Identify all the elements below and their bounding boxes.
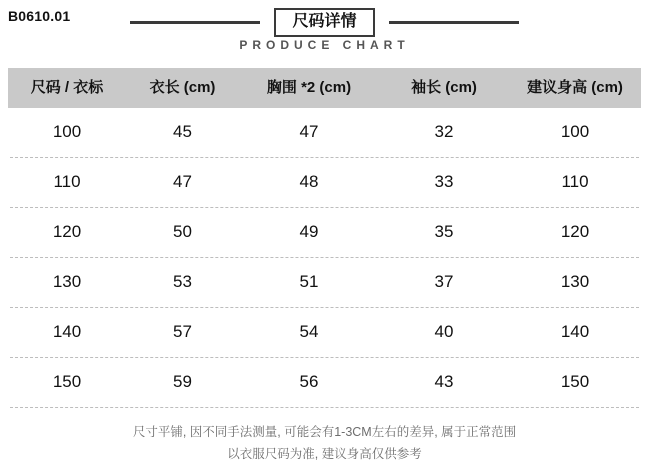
title-banner (0, 8, 649, 37)
cell-height: 130 (560, 272, 590, 292)
cell-size: 140 (52, 322, 82, 342)
cell-sleeve: 35 (434, 222, 454, 242)
footer-line-1: 尺寸平铺, 因不同手法测量, 可能会有1-3CM左右的差异, 属于正常范围 (132, 425, 517, 439)
table-row (8, 308, 641, 357)
cell-size: 100 (52, 122, 82, 142)
column-header-bust: 胸围 *2 (cm) (266, 79, 352, 96)
rule-right (389, 21, 519, 24)
cell-height: 150 (560, 372, 590, 392)
cell-bust: 51 (299, 272, 319, 292)
cell-sleeve: 43 (434, 372, 454, 392)
page-header (0, 0, 649, 62)
column-header-height: 建议身高 (cm) (527, 79, 623, 96)
column-header-size: 尺码 / 衣标 (30, 79, 104, 96)
cell-size: 110 (53, 172, 81, 192)
cell-length: 45 (173, 122, 192, 142)
table-row (8, 108, 641, 157)
cell-height: 110 (561, 172, 589, 192)
cell-length: 47 (173, 172, 192, 192)
cell-bust: 54 (299, 322, 319, 342)
cell-length: 50 (173, 222, 192, 242)
cell-size: 150 (52, 372, 82, 392)
table-row (8, 258, 641, 307)
cell-size: 130 (52, 272, 82, 292)
cell-length: 57 (173, 322, 192, 342)
column-header-sleeve: 袖长 (cm) (411, 79, 477, 96)
table-header-row (8, 68, 641, 108)
row-divider (10, 407, 639, 408)
cell-length: 59 (173, 372, 192, 392)
cell-sleeve: 37 (434, 272, 454, 292)
cell-sleeve: 40 (434, 322, 454, 342)
table-row (8, 358, 641, 407)
cell-bust: 49 (299, 222, 319, 242)
cell-bust: 48 (299, 172, 319, 192)
rule-left (130, 21, 260, 24)
cell-height: 120 (560, 222, 590, 242)
column-header-length: 衣长 (cm) (149, 79, 216, 96)
cell-bust: 56 (299, 372, 319, 392)
table-row (8, 158, 641, 207)
size-chart-table (8, 68, 641, 408)
cell-bust: 47 (299, 122, 319, 142)
footer-note (0, 422, 649, 466)
cell-height: 100 (560, 122, 590, 142)
page-title: 尺码详情 (274, 8, 374, 37)
cell-height: 140 (560, 322, 590, 342)
table-row (8, 208, 641, 257)
cell-sleeve: 32 (434, 122, 454, 142)
cell-size: 120 (52, 222, 82, 242)
cell-length: 53 (173, 272, 192, 292)
footer-line-2: 以衣服尺码为准, 建议身高仅供参考 (227, 446, 422, 461)
page-subtitle: PRODUCE CHART (239, 38, 410, 52)
cell-sleeve: 33 (434, 172, 454, 192)
sku-code: B0610.01 (8, 8, 71, 24)
